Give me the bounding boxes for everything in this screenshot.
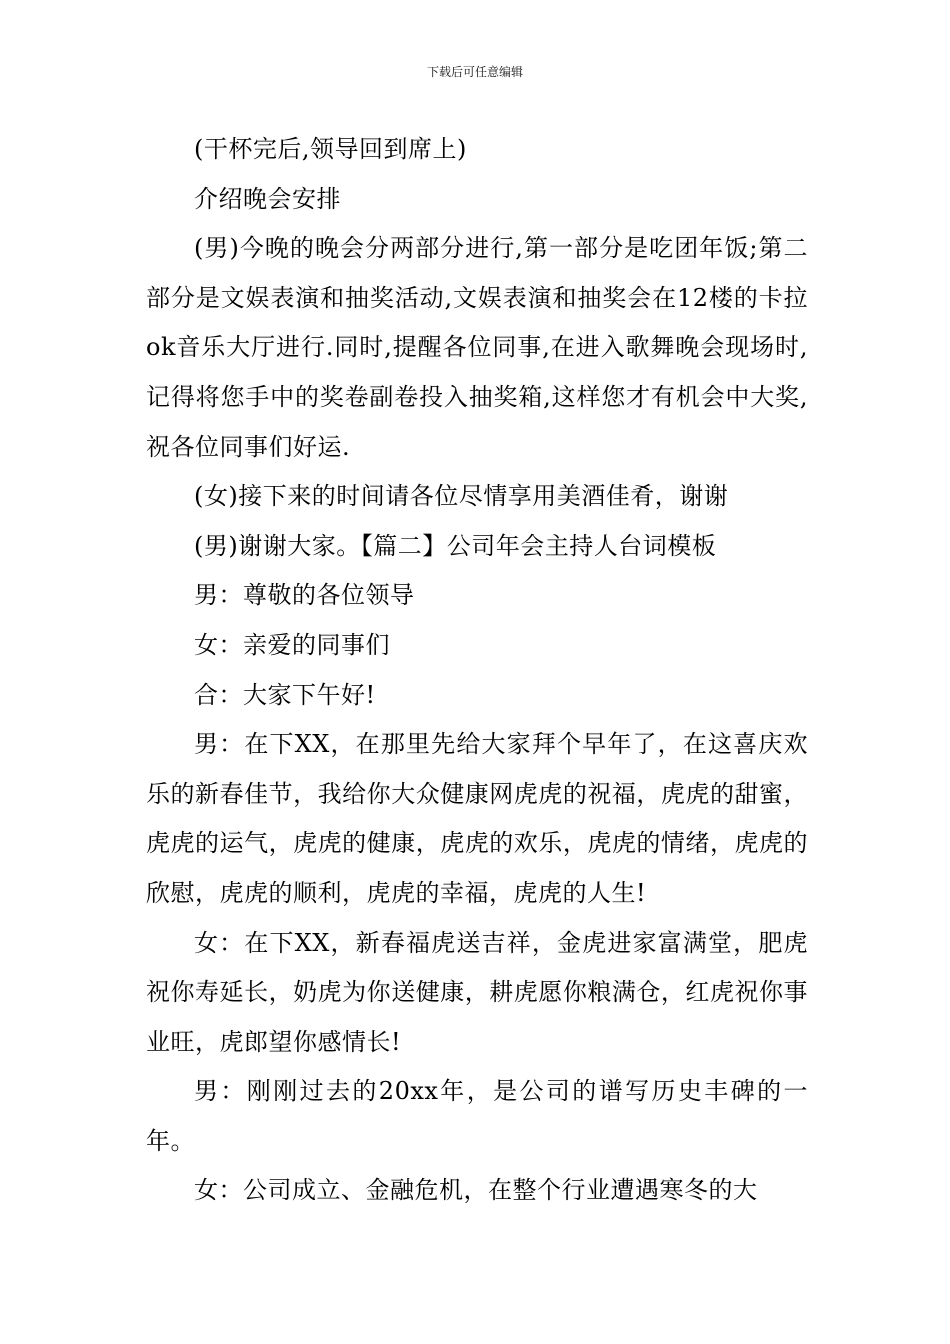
- paragraph-male-schedule: (男)今晚的晚会分两部分进行,第一部分是吃团年饭;第二部分是文娱表演和抽奖活动,文娱表演和抽奖会在12楼的卡拉ok音乐大厅进行.同时,提醒各位同事,在进入歌舞晚会现场时,记得将您手中的奖卷副卷投入抽奖箱,这样您才有机会中大奖,祝各位同事们好运.: [146, 234, 808, 461]
- paragraph-female-blessing: 女：在下XX，新春福虎送吉祥，金虎进家富满堂，肥虎祝你寿延长，奶虎为你送健康，耕虎愿你粮满仓，红虎祝你事业旺，虎郎望你感情长!: [146, 928, 808, 1056]
- paragraph-program-intro: 介绍晚会安排: [194, 184, 341, 213]
- paragraph-together-greeting: 合：大家下午好!: [194, 680, 376, 709]
- paragraph-female-enjoy: (女)接下来的时间请各位尽情享用美酒佳肴，谢谢: [194, 482, 729, 511]
- paragraph-male-thanks: (男)谢谢大家。【篇二】公司年会主持人台词模板: [194, 531, 717, 560]
- paragraph-toast-end: (干杯完后,领导回到席上): [194, 135, 467, 163]
- paragraph-male-review: 男：刚刚过去的20xx年，是公司的谱写历史丰碑的一年。: [146, 1077, 808, 1155]
- paragraph-female-greeting: 女：亲爱的同事们: [194, 630, 390, 659]
- paragraph-male-blessing: 男：在下XX，在那里先给大家拜个早年了，在这喜庆欢乐的新春佳节，我给你大众健康网虎虎的祝福，虎虎的甜蜜，虎虎的运气，虎虎的健康，虎虎的欢乐，虎虎的情绪，虎虎的欣慰，虎虎的顺利，虎虎的幸福，虎虎的人生!: [146, 730, 808, 907]
- paragraph-male-greeting: 男：尊敬的各位领导: [194, 581, 415, 610]
- page-header: 下载后可任意编辑: [426, 65, 523, 79]
- document-body: [146, 125, 808, 1216]
- paragraph-female-review: 女：公司成立、金融危机，在整个行业遭遇寒冬的大: [194, 1176, 758, 1205]
